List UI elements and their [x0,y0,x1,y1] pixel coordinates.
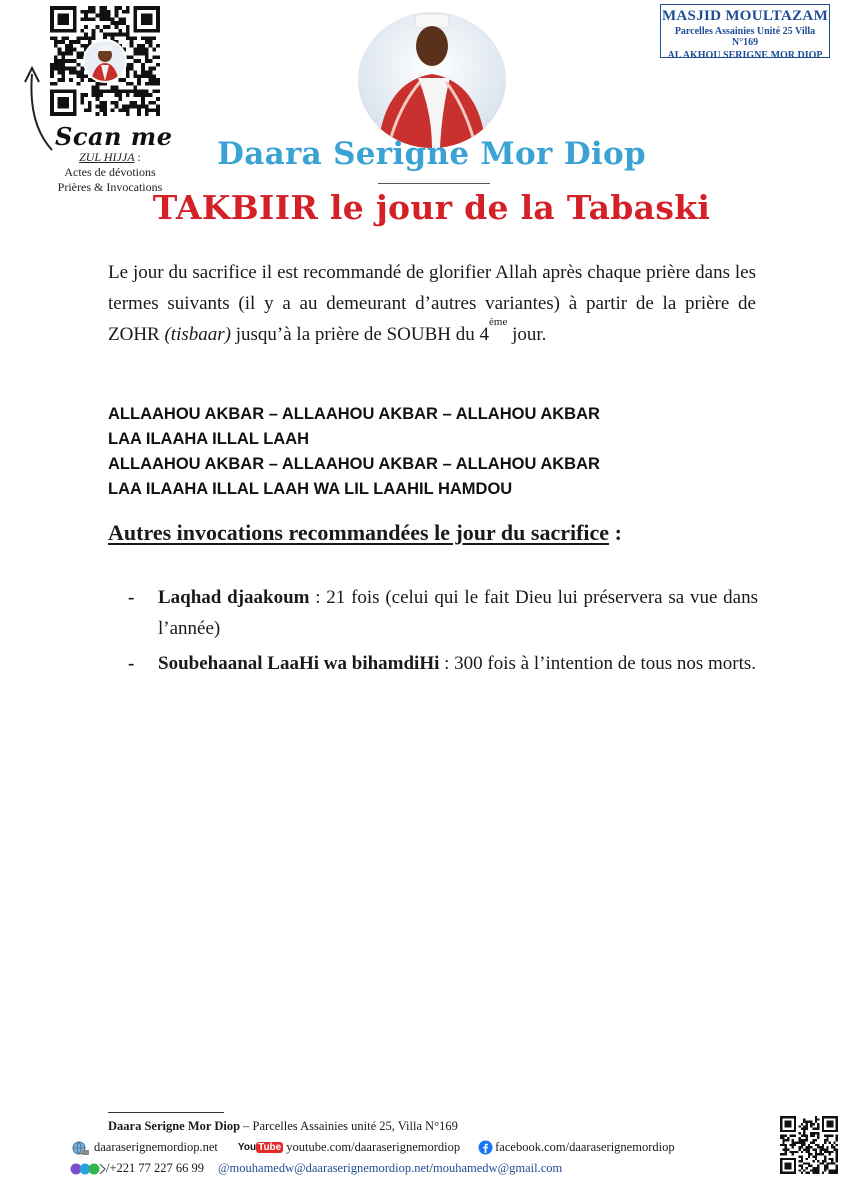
qr-code-icon[interactable] [50,6,160,116]
invocation-list [108,582,758,683]
qr-avatar-image [83,39,127,83]
youtube-logo-tube: Tube [258,1141,282,1153]
takbir-line: ALLAAHOU AKBAR – ALLAAHOU AKBAR – ALLAHOU AKBAR [108,405,600,423]
intro-tisbaar: (tisbaar) [164,324,231,345]
footer-org-line [70,1116,770,1137]
takbir-line: LAA ILAAHA ILLAL LAAH [108,430,310,448]
youtube-logo-you: You [237,1141,257,1153]
portrait-image [358,12,506,148]
takbir-block [108,402,748,502]
messaging-apps-icon [70,1162,106,1176]
invocation-name: Laqhad djaakoum [158,587,310,608]
main-title: TAKBIIR le jour de la Tabaski [152,188,711,227]
masjid-name: MASJID MOULTAZAM [661,8,829,24]
zul-line-1: Actes de dévotions [64,165,156,179]
section-title [108,520,748,546]
list-dash: - [128,587,135,608]
zul-hijja-colon: : [134,150,141,164]
daara-title: Daara Serigne Mor Diop [217,136,646,172]
footer-org: Daara Serigne Mor Diop [108,1119,241,1133]
facebook-icon [478,1140,493,1155]
footer-divider [108,1112,224,1113]
footer-links-row [70,1137,770,1158]
intro-superscript: ème [489,316,508,328]
email-secondary[interactable]: mouhamedw@gmail.com [433,1161,563,1175]
intro-paragraph [108,257,756,350]
invocation-text: : 21 fois (celui qui le fait Dieu lui préservera sa vue dans l’année) [158,587,758,639]
title-divider [378,183,490,184]
footer [70,1116,770,1179]
list-dash: - [128,653,135,674]
website-link[interactable]: daaraserignemordiop.net [94,1140,218,1154]
intro-part-2: jusqu’à la prière de SOUBH du 4 [230,324,490,345]
intro-part-1: Le jour du sacrifice il est recommandé de glorifier Allah après chaque prière dans les termes suivants (il y a au demeurant d’autres variantes) à partir de la prière de ZOHR [108,262,756,345]
phone-number[interactable]: /+221 77 227 66 99 [106,1161,205,1175]
section-title-text: Autres invocations recommandées le jour du sacrifice [108,520,610,545]
zul-line-2: Prières & Invocations [57,180,163,194]
masjid-address: Parcelles Assainies Unité 25 Villa N°169 [674,26,816,48]
invocation-text: : 300 fois à l’intention de tous nos morts. [439,653,757,674]
masjid-header-box [660,4,830,61]
takbir-line: ALLAAHOU AKBAR – ALLAAHOU AKBAR – ALLAHOU AKBAR [108,455,600,473]
invocation-name: Soubehaanal LaaHi wa bihamdiHi [158,653,440,674]
globe-icon [70,1140,90,1156]
list-item [108,582,758,644]
zul-hijja-title: ZUL HIJJA [79,150,135,164]
scan-me-label: Scan me [55,122,173,151]
list-item [108,648,758,679]
intro-part-3: jour. [507,324,547,345]
facebook-link[interactable]: facebook.com/daaraserignemordiop [495,1140,675,1154]
qr-code-icon[interactable] [780,1114,838,1176]
footer-contact-row [70,1158,770,1179]
email-separator: / [429,1161,434,1175]
youtube-logo-icon [238,1142,283,1154]
footer-address: – Parcelles Assainies unité 25, Villa N°169 [240,1119,458,1133]
takbir-line: LAA ILAAHA ILLAL LAAH WA LIL LAAHIL HAMDOU [108,480,513,498]
youtube-link[interactable]: youtube.com/daaraserignemordiop [286,1140,461,1154]
email-primary[interactable]: @mouhamedw@daaraserignemordiop.net [218,1161,430,1175]
masjid-subtitle: AL AKHOU SERIGNE MOR DIOP [667,50,823,61]
section-title-colon: : [609,520,622,545]
